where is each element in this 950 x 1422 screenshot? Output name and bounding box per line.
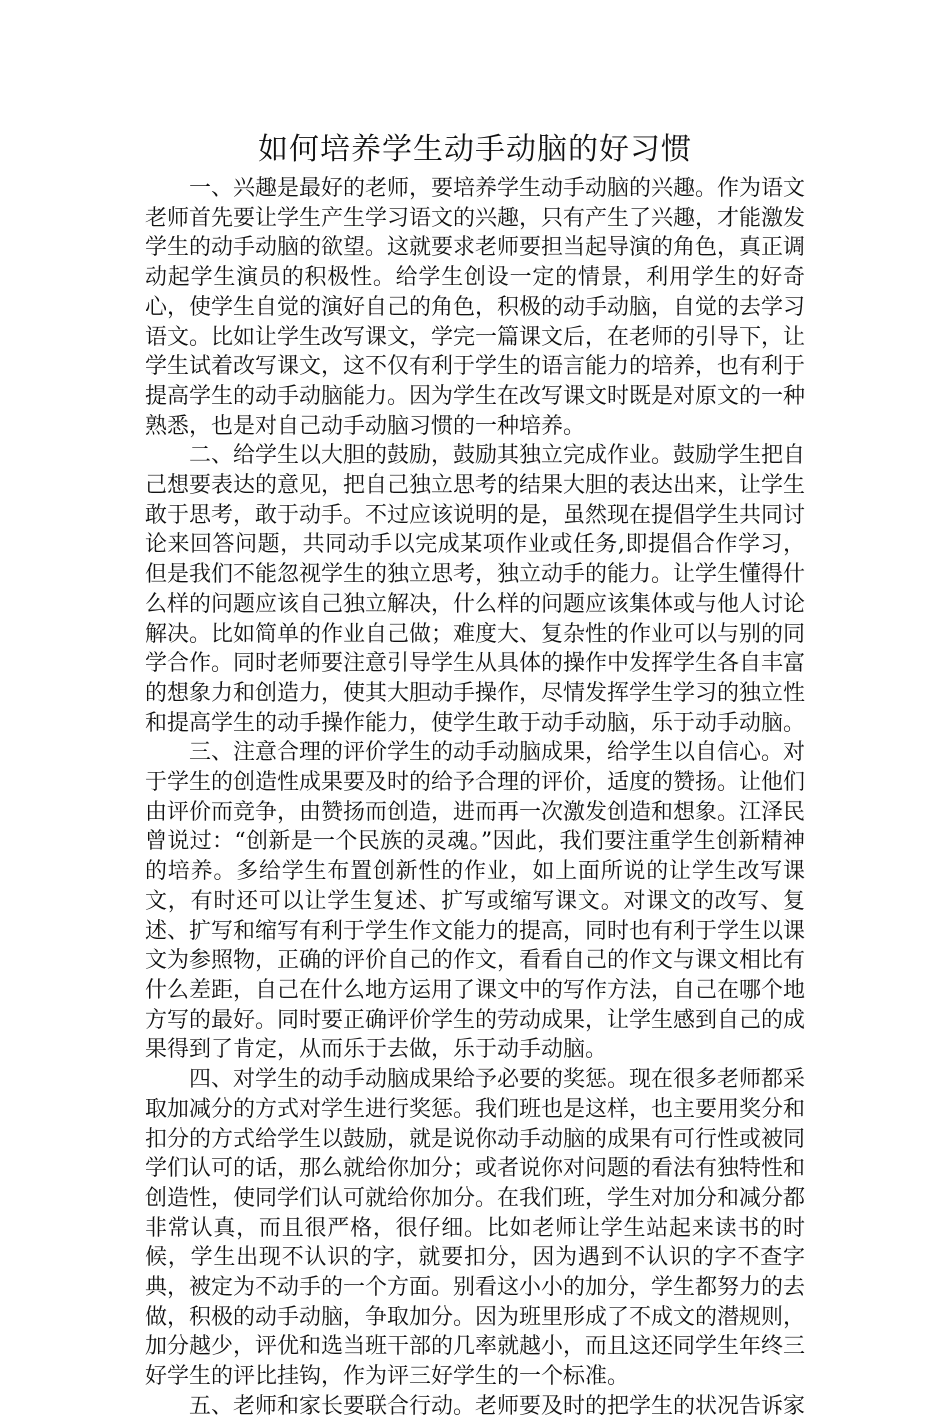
paragraph-5: 五、老师和家长要联合行动。老师要及时的把学生的状况告诉家 <box>189 1393 806 1419</box>
paragraph-2: 二、给学生以大胆的鼓励，鼓励其独立完成作业。鼓励学生把自己想要表达的意见，把自己独立思考的结果大胆的表达出来，让学生敢于思考，敢于动手。不过应该说明的是，虽然现在提倡学生共同讨论来回答问题，共同动手以完成某项作业或任务,即提倡合作学习，但是我们不能忽视学生的独立思考，独立动手的能力。让学生懂得什么样的问题应该自己独立解决，什么样的问题应该集体或与他人讨论解决。比如简单的作业自己做；难度大、复杂性的作业可以与别的同学合作。同时老师要注意引导学生从具体的操作中发挥学生各自丰富的想象力和创造力，使其大胆动手操作，尽情发挥学生学习的独立性和提高学生的动手操作能力，使学生敢于动手动脑，乐于动手动脑。 <box>145 443 806 736</box>
document-title: 如何培养学生动手动脑的好习惯 <box>258 132 692 167</box>
paragraph-4: 四、对学生的动手动脑成果给予必要的奖惩。现在很多老师都采取加减分的方式对学生进行奖惩。我们班也是这样，也主要用奖分和扣分的方式给学生以鼓励，就是说你动手动脑的成果有可行性或被同学们认可的话，那么就给你加分；或者说你对问题的看法有独特性和创造性，使同学们认可就给你加分。在我们班，学生对加分和减分都非常认真，而且很严格，很仔细。比如老师让学生站起来读书的时候，学生出现不认识的字，就要扣分，因为遇到不认识的字不查字典，被定为不动手的一个方面。别看这小小的加分，学生都努力的去做，积极的动手动脑，争取加分。因为班里形成了不成文的潜规则，加分越少，评优和选当班干部的几率就越小，而且这还同学生年终三好学生的评比挂钩，作为评三好学生的一个标准。 <box>145 1067 806 1390</box>
paragraph-1: 一、兴趣是最好的老师，要培养学生动手动脑的兴趣。作为语文老师首先要让学生产生学习语文的兴趣，只有产生了兴趣，才能激发学生的动手动脑的欲望。这就要求老师要担当起导演的角色，真正调动起学生演员的积极性。给学生创设一定的情景，利用学生的好奇心，使学生自觉的演好自己的角色，积极的动手动脑，自觉的去学习语文。比如让学生改写课文，学完一篇课文后，在老师的引导下，让学生试着改写课文，这不仅有利于学生的语言能力的培养，也有利于提高学生的动手动脑能力。因为学生在改写课文时既是对原文的一种熟悉，也是对自己动手动脑习惯的一种培养。 <box>145 176 806 439</box>
paragraph-3: 三、注意合理的评价学生的动手动脑成果，给学生以自信心。对于学生的创造性成果要及时的给予合理的评价，适度的赞扬。让他们由评价而竞争，由赞扬而创造，进而再一次激发创造和想象。江泽民曾说过：“创新是一个民族的灵魂。”因此，我们要注重学生创新精神的培养。多给学生布置创新性的作业，如上面所说的让学生改写课文，有时还可以让学生复述、扩写或缩写课文。对课文的改写、复述、扩写和缩写有利于学生作文能力的提高，同时也有利于学生以课文为参照物，正确的评价自己的作文，看看自己的作文与课文相比有什么差距，自己在什么地方运用了课文中的写作方法，自己在哪个地方写的最好。同时要正确评价学生的劳动成果，让学生感到自己的成果得到了肯定，从而乐于去做，乐于动手动脑。 <box>145 740 806 1063</box>
document-page <box>145 128 805 1422</box>
